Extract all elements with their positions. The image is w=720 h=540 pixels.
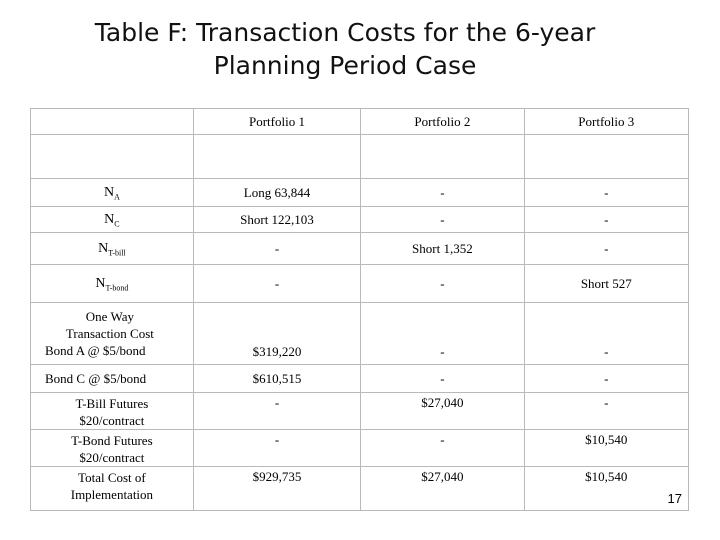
label-subscript: T-bill — [108, 248, 126, 258]
row-label — [31, 430, 194, 467]
page-number: 17 — [667, 491, 682, 506]
cell-portfolio-2: Short 1,352 — [361, 233, 524, 265]
label-main: N — [98, 240, 109, 256]
table-row-tbill — [31, 393, 689, 430]
header-empty-cell — [31, 109, 194, 135]
label-subscript: C — [114, 219, 120, 229]
spacer-row — [31, 135, 689, 179]
total-label-line-1: Total Cost of — [78, 470, 146, 485]
spacer-cell — [524, 135, 688, 179]
cell-portfolio-2: - — [361, 303, 524, 365]
cell-portfolio-3: $10,540 — [524, 430, 688, 467]
row-label — [31, 393, 194, 430]
cell-portfolio-3: - — [524, 365, 688, 393]
cell-portfolio-2: - — [361, 430, 524, 467]
cell-portfolio-3: - — [524, 233, 688, 265]
cell-portfolio-3: $10,540 — [524, 467, 688, 511]
cell-portfolio-3: - — [524, 303, 688, 365]
header-row — [31, 109, 689, 135]
row-label — [31, 233, 194, 265]
cell-portfolio-1: $610,515 — [193, 365, 360, 393]
table-row — [31, 233, 689, 265]
cell-portfolio-1: $319,220 — [193, 303, 360, 365]
cell-portfolio-3: Short 527 — [524, 265, 688, 303]
table-row-total — [31, 467, 689, 511]
cost-header-line-1: One Way — [85, 309, 134, 324]
slide-title — [0, 16, 690, 82]
spacer-cell — [31, 135, 194, 179]
cell-portfolio-2: $27,040 — [361, 393, 524, 430]
total-label-line-2: Implementation — [70, 487, 154, 502]
transaction-cost-table — [30, 108, 689, 511]
title-line-2: Planning Period Case — [213, 51, 477, 80]
header-portfolio-3: Portfolio 3 — [524, 109, 688, 135]
cell-portfolio-1: - — [193, 393, 360, 430]
spacer-cell — [193, 135, 360, 179]
row-label — [31, 207, 194, 233]
table-row-bond-c — [31, 365, 689, 393]
table-row — [31, 265, 689, 303]
cell-portfolio-1: - — [193, 265, 360, 303]
label-main: N — [95, 275, 106, 291]
spacer-cell — [361, 135, 524, 179]
tbond-label-line-1: T-Bond Futures — [71, 433, 153, 448]
table-row — [31, 207, 689, 233]
cell-portfolio-3: - — [524, 207, 688, 233]
label-subscript: T-bond — [105, 283, 129, 293]
row-label — [31, 467, 194, 511]
table-row-tbond — [31, 430, 689, 467]
cell-portfolio-1: Short 122,103 — [193, 207, 360, 233]
label-main: N — [104, 211, 115, 227]
title-line-1: Table F: Transaction Costs for the 6-year — [94, 18, 596, 47]
cell-portfolio-1: - — [193, 233, 360, 265]
table-row — [31, 179, 689, 207]
row-label: Bond C @ $5/bond — [31, 365, 194, 393]
tbill-label-line-1: T-Bill Futures — [75, 396, 149, 411]
cell-portfolio-2: $27,040 — [361, 467, 524, 511]
cell-portfolio-3: - — [524, 393, 688, 430]
cell-portfolio-2: - — [361, 207, 524, 233]
cell-portfolio-2: - — [361, 365, 524, 393]
bond-a-label: Bond A @ $5/bond — [45, 343, 146, 358]
cell-portfolio-2: - — [361, 179, 524, 207]
label-main: N — [103, 184, 115, 200]
cell-portfolio-1: Long 63,844 — [193, 179, 360, 207]
tbill-label-line-2: $20/contract — [79, 413, 145, 428]
row-label — [31, 303, 194, 365]
cell-portfolio-3: - — [524, 179, 688, 207]
cost-header-line-2: Transaction Cost — [65, 326, 154, 341]
header-portfolio-2: Portfolio 2 — [361, 109, 524, 135]
cell-portfolio-1: - — [193, 430, 360, 467]
table-row-bond-a — [31, 303, 689, 365]
cell-portfolio-2: - — [361, 265, 524, 303]
header-portfolio-1: Portfolio 1 — [193, 109, 360, 135]
row-label — [31, 179, 194, 207]
tbond-label-line-2: $20/contract — [79, 450, 145, 465]
row-label — [31, 265, 194, 303]
cell-portfolio-1: $929,735 — [193, 467, 360, 511]
label-subscript: A — [114, 192, 120, 202]
